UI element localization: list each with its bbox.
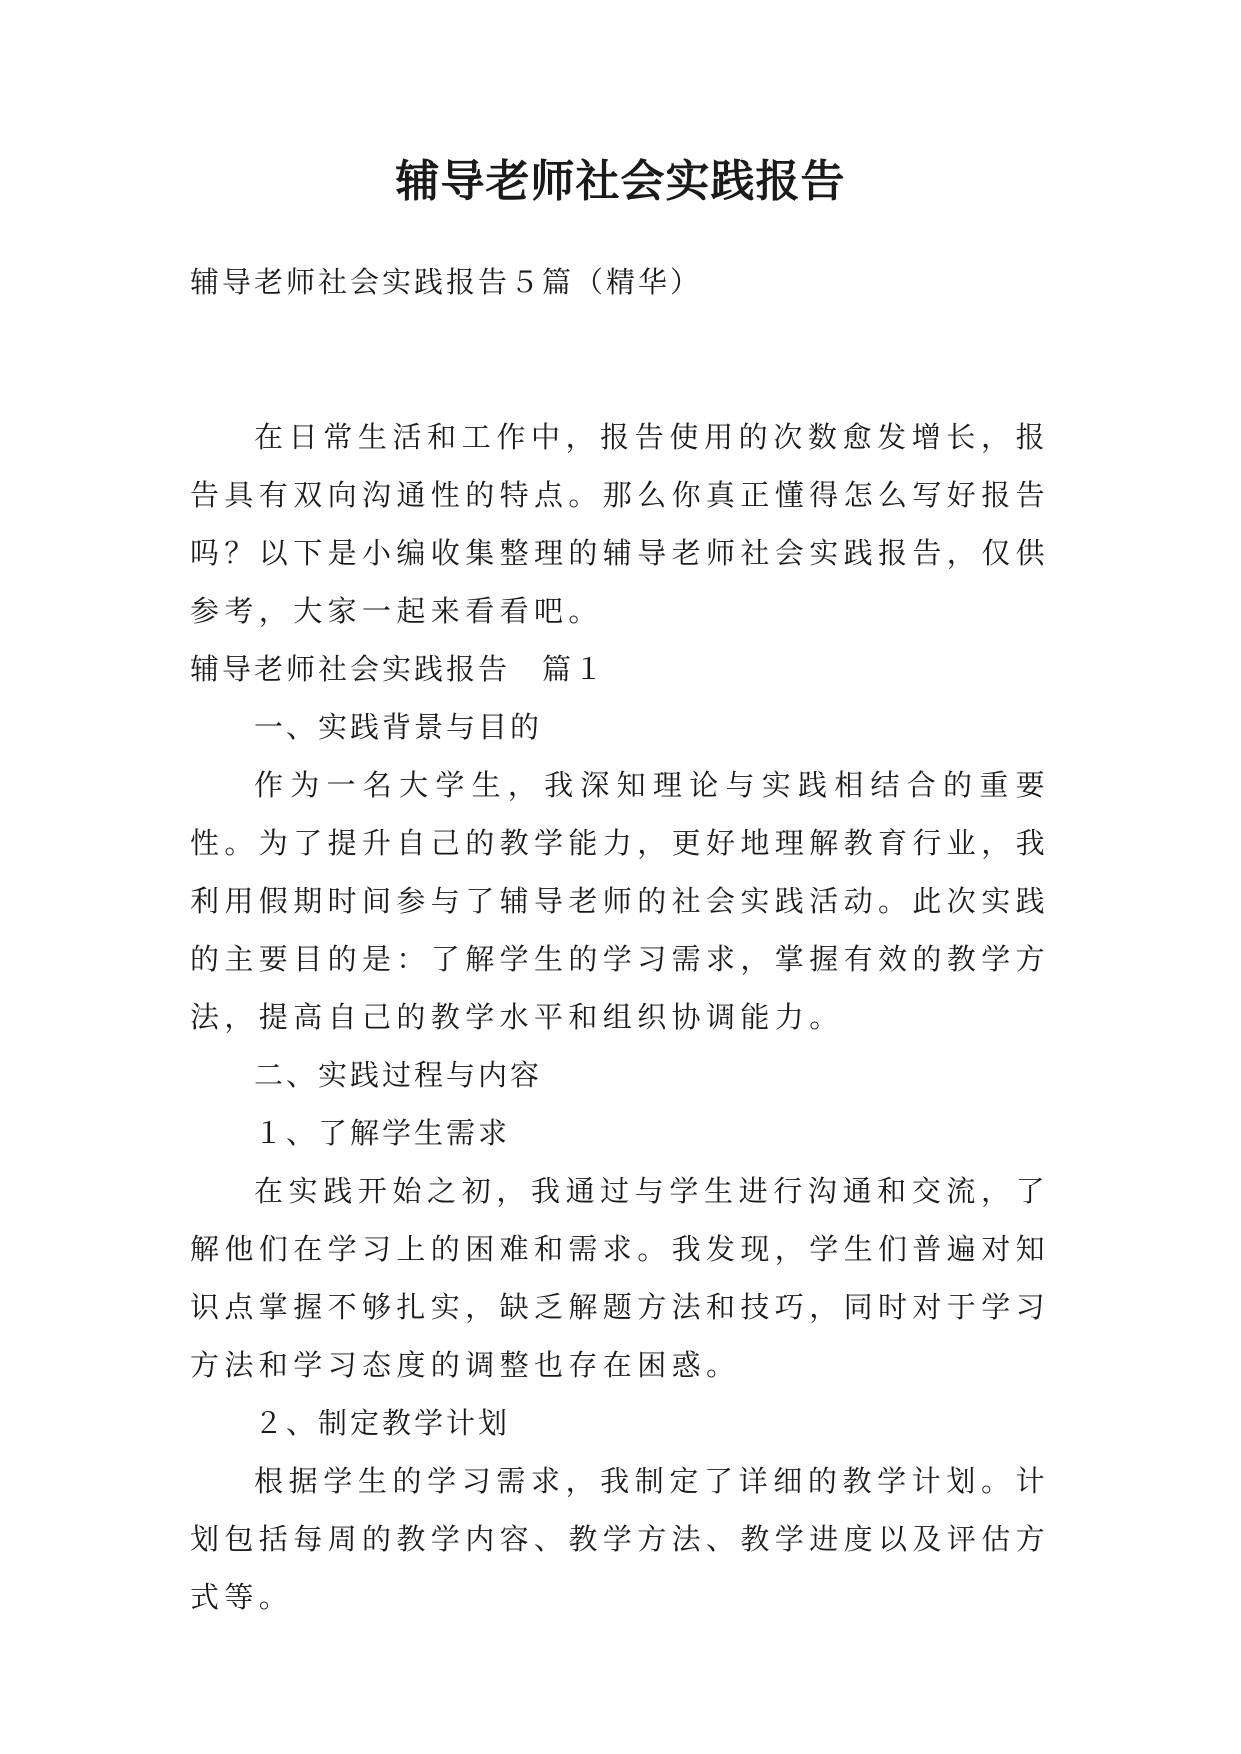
heading-teaching-plan: ２、制定教学计划 — [254, 1406, 511, 1440]
document-title: 辅导老师社会实践报告 — [395, 156, 846, 207]
section-heading-part1: 辅导老师社会实践报告 篇１ — [190, 652, 607, 686]
document-subtitle: 辅导老师社会实践报告５篇（精华） — [190, 265, 703, 299]
paragraph-background-purpose: 作为一名大学生，我深知理论与实践相结合的重要性。为了提升自己的教学能力，更好地理解教育行业，我利用假期时间参与了辅导老师的社会实践活动。此次实践的主要目的是：了解学生的学习需求，掌握有效的教学方法，提高自己的教学水平和组织协调能力。 — [190, 768, 1051, 1034]
paragraph-understand-needs: 在实践开始之初，我通过与学生进行沟通和交流，了解他们在学习上的困难和需求。我发现，学生们普遍对知识点掌握不够扎实，缺乏解题方法和技巧，同时对于学习方法和学习态度的调整也存在困惑。 — [190, 1174, 1051, 1382]
heading-process-content: 二、实践过程与内容 — [254, 1058, 543, 1092]
intro-paragraph: 在日常生活和工作中，报告使用的次数愈发增长，报告具有双向沟通性的特点。那么你真正懂得怎么写好报告吗？以下是小编收集整理的辅导老师社会实践报告，仅供参考，大家一起来看看吧。 — [190, 420, 1051, 628]
paragraph-teaching-plan: 根据学生的学习需求，我制定了详细的教学计划。计划包括每周的教学内容、教学方法、教学进度以及评估方式等。 — [190, 1464, 1051, 1614]
heading-understand-needs: １、了解学生需求 — [254, 1116, 511, 1150]
heading-background-purpose: 一、实践背景与目的 — [254, 710, 543, 744]
document-body — [190, 408, 1050, 1626]
